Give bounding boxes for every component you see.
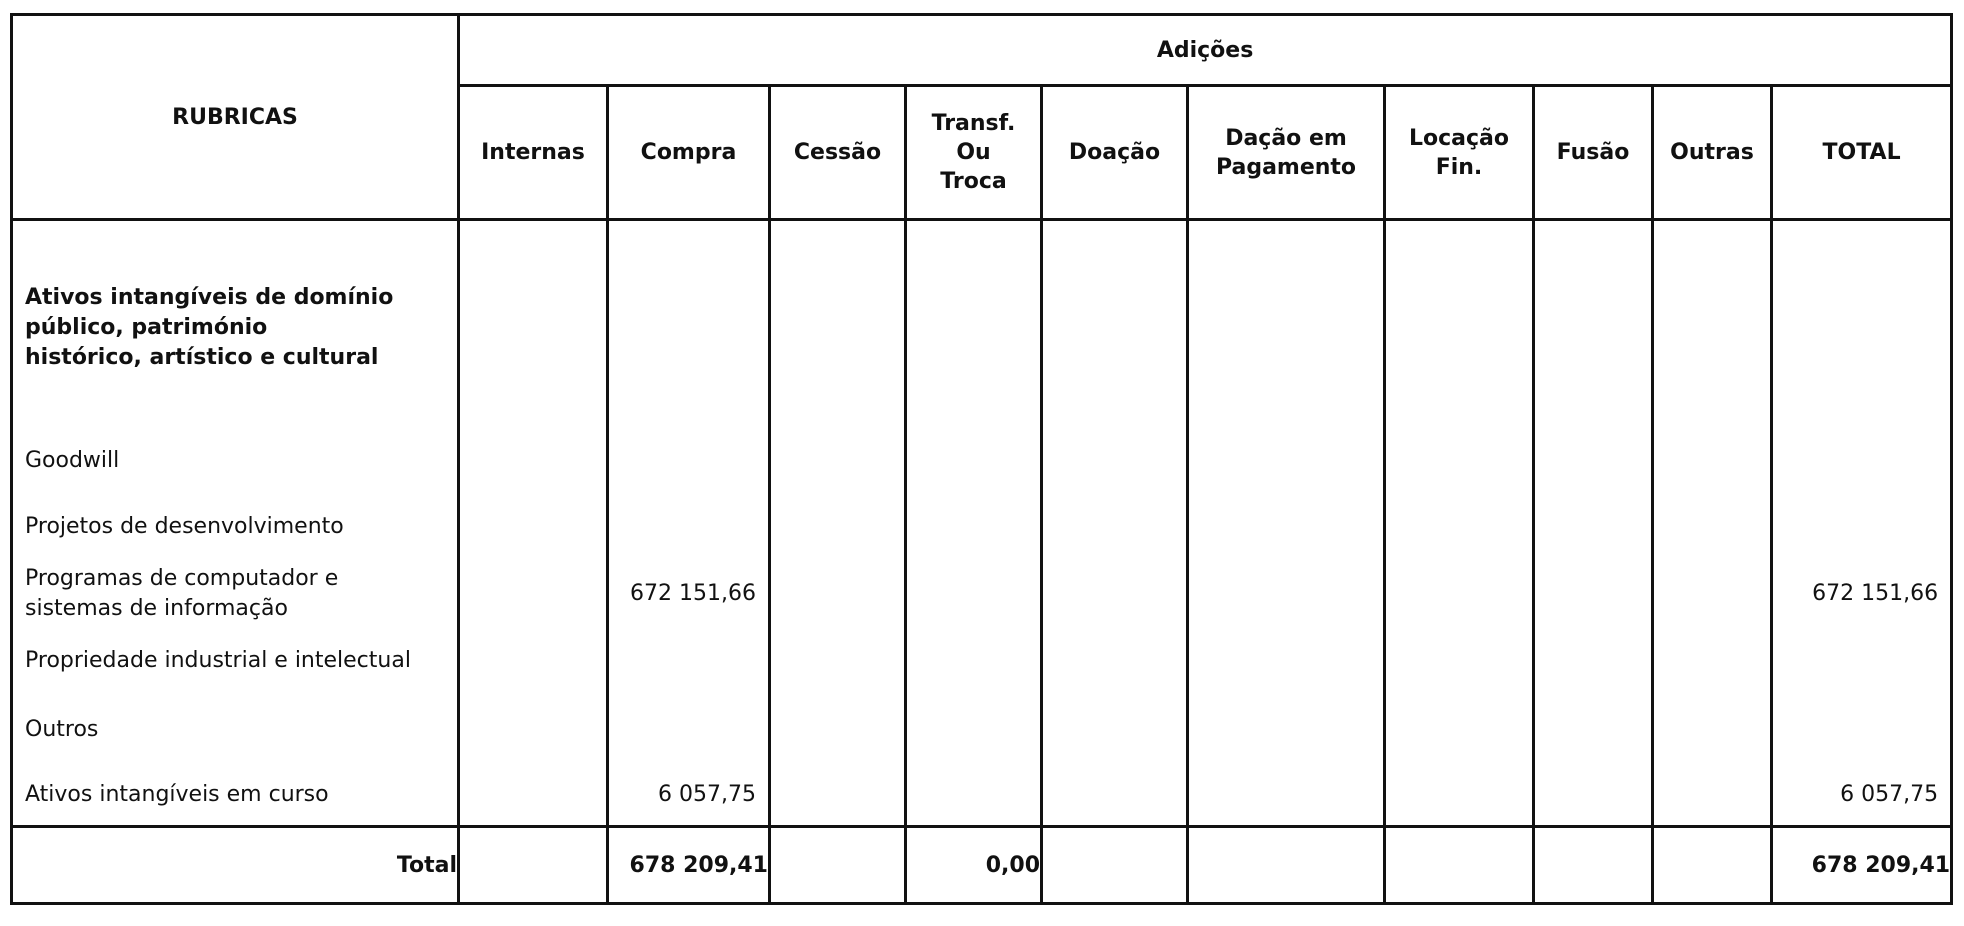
programas-total-value: 672 151,66 — [1812, 581, 1939, 606]
col-transf-header — [906, 86, 1042, 220]
row-outros-label: Outros — [25, 717, 99, 742]
total-transf-value: 0,00 — [906, 827, 1042, 904]
row-programas-label — [25, 564, 447, 624]
row-propriedade-label: Propriedade industrial e intelectual — [25, 648, 411, 673]
total-internas-cell — [459, 827, 608, 904]
col-dacao-line1: Dação em — [1225, 125, 1347, 151]
total-locacao-cell — [1385, 827, 1534, 904]
additions-table — [10, 13, 1953, 905]
row-projetos-label: Projetos de desenvolvimento — [25, 514, 344, 539]
dacao-column-body — [1188, 220, 1385, 827]
fusao-column-body — [1534, 220, 1653, 827]
total-compra-value: 678 209,41 — [608, 827, 770, 904]
total-column-body — [1772, 220, 1952, 827]
transf-column-body — [906, 220, 1042, 827]
adicoes-header: Adições — [459, 15, 1952, 86]
compra-column-body — [608, 220, 770, 827]
col-dacao-line2: Pagamento — [1215, 154, 1357, 180]
row-dominio-publico-label — [25, 283, 447, 373]
col-transf-line1: Transf. — [931, 111, 1016, 136]
col-total-header: TOTAL — [1772, 86, 1952, 220]
outras-column-body — [1653, 220, 1772, 827]
programas-compra-value: 672 151,66 — [630, 581, 756, 606]
row-goodwill-label: Goodwill — [25, 448, 120, 473]
total-row-label: Total — [12, 827, 459, 904]
row-programas-line2: sistemas de informação — [25, 596, 288, 621]
total-outras-cell — [1653, 827, 1772, 904]
total-total-value: 678 209,41 — [1772, 827, 1952, 904]
internas-column-body — [459, 220, 608, 827]
row-dominio-publico-line2: público, património — [25, 315, 268, 340]
col-outras-header: Outras — [1653, 86, 1772, 220]
total-fusao-cell — [1534, 827, 1653, 904]
row-dominio-publico-line3: histórico, artístico e cultural — [25, 345, 379, 370]
total-dacao-cell — [1188, 827, 1385, 904]
doacao-column-body — [1042, 220, 1188, 827]
col-fusao-header: Fusão — [1534, 86, 1653, 220]
col-doacao-header: Doação — [1042, 86, 1188, 220]
col-locacao-line2: Fin. — [1435, 154, 1483, 180]
col-locacao-line1: Locação — [1408, 125, 1510, 151]
col-transf-line2: Ou — [956, 140, 991, 165]
locacao-column-body — [1385, 220, 1534, 827]
rubricas-column — [12, 220, 459, 827]
cessao-column-body — [770, 220, 906, 827]
em-curso-compra-value: 6 057,75 — [658, 782, 756, 807]
col-compra-header: Compra — [608, 86, 770, 220]
col-internas-header: Internas — [459, 86, 608, 220]
col-locacao-header — [1385, 86, 1534, 220]
col-transf-line3: Troca — [940, 169, 1007, 194]
total-doacao-cell — [1042, 827, 1188, 904]
col-dacao-header — [1188, 86, 1385, 220]
total-row — [12, 827, 1952, 904]
col-cessao-header: Cessão — [770, 86, 906, 220]
em-curso-total-value: 6 057,75 — [1840, 782, 1939, 807]
row-dominio-publico-line1: Ativos intangíveis de domínio — [25, 285, 394, 310]
row-programas-line1: Programas de computador e — [25, 566, 339, 591]
total-cessao-cell — [770, 827, 906, 904]
row-em-curso-label: Ativos intangíveis em curso — [25, 782, 329, 807]
rubricas-header: RUBRICAS — [12, 15, 459, 220]
